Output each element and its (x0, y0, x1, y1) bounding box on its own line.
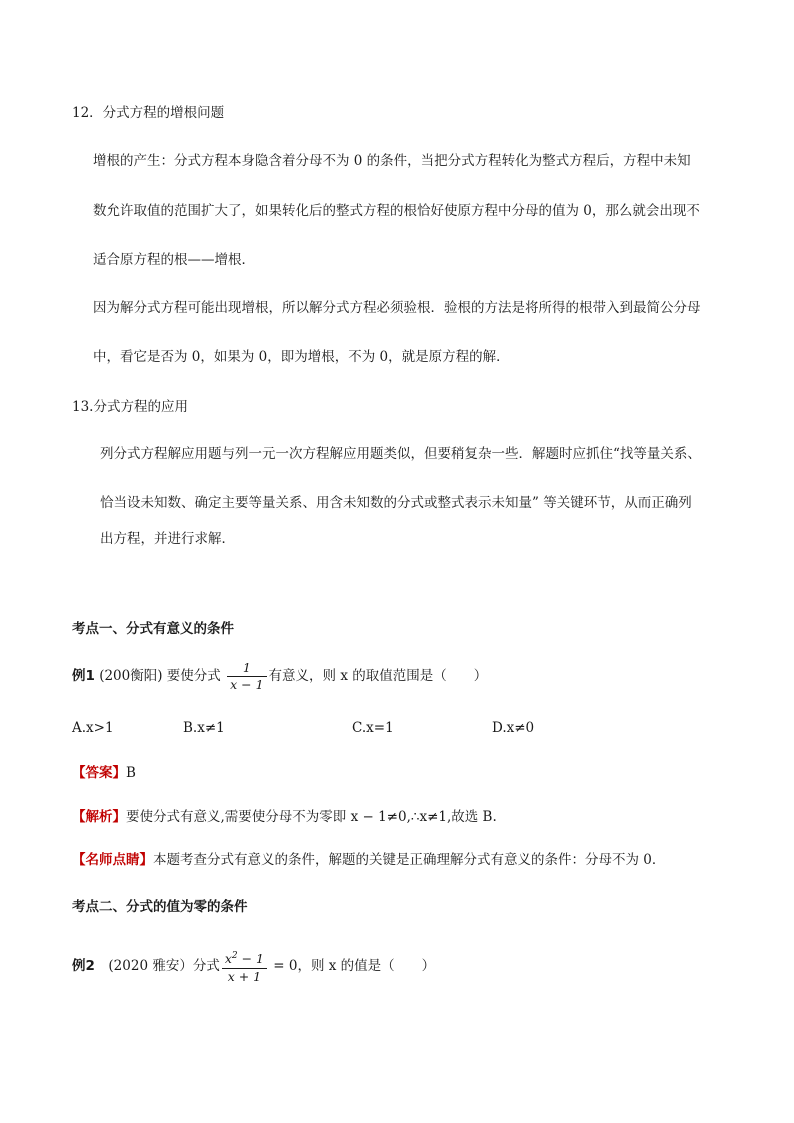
section-13-title: 13.分式方程的应用 (72, 399, 188, 415)
option-a: A.x>1 (72, 720, 114, 736)
example-2-question-tail: = 0，则 x 的值是（ ） (269, 958, 436, 974)
section-12-title: 12．分式方程的增根问题 (72, 105, 225, 121)
example-1-fraction-numerator: 1 (242, 660, 251, 675)
numerator-rest: − 1 (237, 951, 264, 967)
comment-line (72, 851, 665, 869)
section-12-paragraph-2-line-2: 中，看它是否为 0，如果为 0，即为增根，不为 0，就是原方程的解． (93, 349, 510, 365)
example-2-label: 例2 (72, 958, 95, 974)
kaodian-1-heading: 考点一、分式有意义的条件 (72, 621, 234, 637)
example-2-question (72, 948, 435, 985)
example-2-fraction-denominator: x + 1 (222, 968, 267, 985)
answer-line (72, 764, 136, 782)
numerator-exponent: 2 (231, 951, 238, 962)
kaodian-2-heading: 考点二、分式的值为零的条件 (72, 899, 248, 915)
example-2-fraction (222, 948, 267, 984)
example-2-fraction-numerator (222, 948, 267, 967)
section-12-paragraph-1-line-3: 适合原方程的根——增根． (93, 252, 255, 268)
example-1-question-tail: 有意义，则 x 的取值范围是（ ） (268, 668, 488, 684)
answer-tag: 【答案】 (72, 765, 126, 781)
option-d: D.x≠0 (492, 720, 535, 736)
answer-value: B (126, 765, 136, 781)
section-12-paragraph-1-line-2: 数允许取值的范围扩大了，如果转化后的整式方程的根恰好使原方程中分母的值为 0，那么就会出现不 (93, 203, 700, 219)
analysis-tag: 【解析】 (72, 809, 126, 825)
numerator-base: x (224, 951, 232, 967)
option-c: C.x=1 (352, 720, 394, 736)
example-1-fraction (227, 660, 266, 693)
section-13-line-2: 恰当设未知数、确定主要等量关系、用含未知数的分式或整式表示未知量” 等关键环节，从而正确列 (100, 495, 692, 511)
example-1-fraction-denominator: x − 1 (227, 676, 266, 693)
example-1-label: 例1 (72, 668, 95, 684)
example-1-source: (200衡阳) 要使分式 (94, 668, 226, 684)
section-12-paragraph-1-line-1: 增根的产生：分式方程本身隐含着分母不为 0 的条件，当把分式方程转化为整式方程后，方程中未知 (93, 153, 691, 169)
analysis-line (72, 808, 497, 826)
comment-text: 本题考查分式有意义的条件，解题的关键是正确理解分式有意义的条件：分母不为 0． (153, 852, 666, 868)
section-13-line-3: 出方程，并进行求解． (100, 531, 235, 547)
analysis-text: 要使分式有意义,需要使分母不为零即 x − 1≠0,∴x≠1,故选 B. (126, 809, 497, 825)
section-13-line-1: 列分式方程解应用题与列一元一次方程解应用题类似，但要稍复杂一些．解题时应抓住“找等量关系、 (100, 446, 701, 462)
option-b: B.x≠1 (183, 720, 225, 736)
example-2-source: (2020 雅安）分式 (94, 958, 220, 974)
comment-tag: 【名师点睛】 (72, 852, 153, 868)
section-12-paragraph-2-line-1: 因为解分式方程可能出现增根，所以解分式方程必须验根．验根的方法是将所得的根带入到最简公分母 (93, 300, 701, 316)
example-1-question (72, 659, 487, 693)
